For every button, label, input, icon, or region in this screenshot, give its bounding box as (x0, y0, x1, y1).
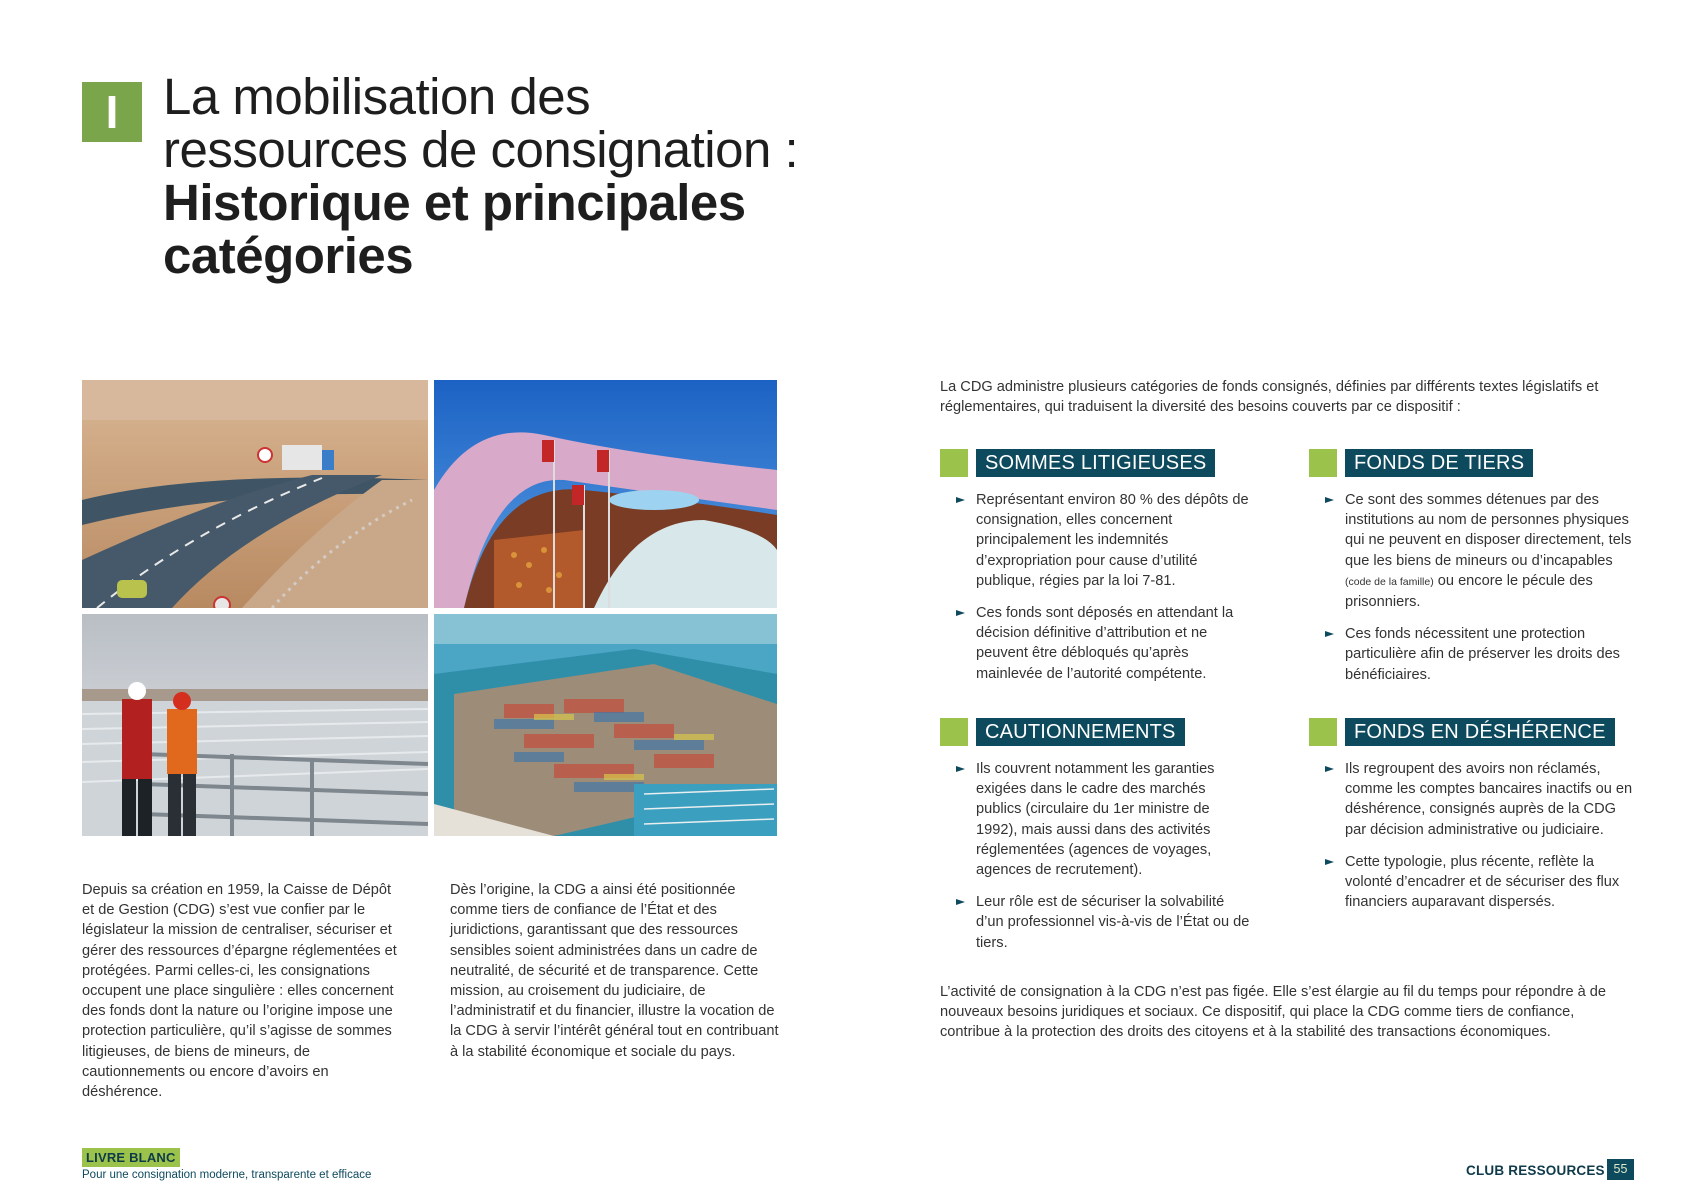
bullet-text-end: ou encore le pécule des prisonniers. (1345, 572, 1593, 611)
title-line-4: catégories (163, 227, 414, 284)
bullet-arrow-icon (956, 610, 965, 616)
title-line-3: Historique et principales (163, 174, 746, 231)
intro-paragraph-role: Dès l’origine, la CDG a ainsi été positionnée comme tiers de confiance de l’État et des juridictions, garantissant que des ressources sensibles soient administrées dans un cadre de neutralité, de sécurité et de transparence. Cette mission, au croisement du judiciaire, de l’administratif et du financier, illustre la vocation de la CDG à servir l’intérêt général tout en contribuant à la stabilité économique et sociale du pays. (450, 882, 779, 1060)
category-square-marker (1309, 718, 1337, 746)
bullet-arrow-icon (956, 766, 965, 772)
bullet-text: Ils regroupent des avoirs non réclamés, comme les comptes bancaires inactifs ou en déshérence, consignés auprès de la CDG par décision administrative ou judiciaire. (1345, 761, 1633, 838)
photo-highway-desert (82, 380, 428, 608)
category-list-cautionnements (955, 759, 1255, 965)
bullet-arrow-icon (956, 899, 965, 905)
intro-paragraph-history: Depuis sa création en 1959, la Caisse de Dépôt et de Gestion (CDG) s’est vue confier par le législateur la mission de centraliser, sécuriser et gérer des ressources d’épargne réglementées et protégées. Parmi celles-ci, les consignations occupent une place singulière : elles concernent des fonds dont la nature ou l’origine impose une protection particulière, qu’il s’agisse de sommes litigieuses, de biens de mineurs, de cautionnements ou encore d’avoirs en déshérence. (82, 882, 397, 1101)
photo-stadium-building (434, 380, 777, 608)
bullet-text: Ce sont des sommes détenues par des institutions au nom de personnes physiques qui ne peuvent en disposer directement, tels que les biens de mineurs ou d’incapables (1345, 492, 1632, 569)
category-heading-cautionnements (940, 718, 1185, 746)
category-list-fonds-de-tiers (1324, 490, 1634, 697)
bullet-arrow-icon (1325, 497, 1334, 503)
bullet-arrow-icon (1325, 766, 1334, 772)
list-item (1324, 852, 1634, 913)
category-title: CAUTIONNEMENTS (976, 718, 1185, 746)
bullet-text: Ils couvrent notamment les garanties exigées dans le cadre des marchés publics (circulaire du 1er ministre de 1992), mais aussi dans des activités réglementées (agences de voyages, agences de recrutement). (976, 761, 1215, 879)
photo-port-aerial (434, 614, 777, 836)
bullet-text: Cette typologie, plus récente, reflète la volonté d’encadrer et de sécuriser des flux financiers auparavant dispersés. (1345, 853, 1620, 911)
footer-brand-label: LIVRE BLANC (82, 1148, 180, 1167)
list-item (1324, 624, 1634, 685)
category-square-marker (940, 718, 968, 746)
category-heading-fonds-en-desherence (1309, 718, 1615, 746)
title-line-2: ressources de consignation : (163, 121, 799, 178)
list-item (1324, 759, 1634, 840)
category-title: FONDS EN DÉSHÉRENCE (1345, 718, 1615, 746)
bullet-text: Leur rôle est de sécuriser la solvabilité d’un professionnel vis-à-vis de l’État ou de tiers. (976, 894, 1250, 951)
footer-tagline: Pour une consignation moderne, transparente et efficace (82, 1169, 372, 1181)
category-title: FONDS DE TIERS (1345, 449, 1533, 477)
list-item (955, 490, 1255, 591)
page-title (163, 70, 923, 282)
footer-club-label: CLUB RESSOURCES (1466, 1163, 1605, 1178)
category-list-sommes-litigieuses (955, 490, 1255, 696)
photo-solar-plant-workers (82, 614, 428, 836)
category-heading-sommes-litigieuses (940, 449, 1215, 477)
categories-intro: La CDG administre plusieurs catégories de fonds consignés, définies par différents textes législatifs et réglementaires, qui traduisent la diversité des besoins couverts par ce dispositif : (940, 379, 1599, 416)
legal-reference-note: (code de la famille) (1345, 575, 1434, 588)
bullet-text: Ces fonds sont déposés en attendant la décision définitive d’attribution et ne peuvent être débloqués qu’après mainlevée de l’autorité compétente. (976, 605, 1234, 682)
title-line-1: La mobilisation des (163, 68, 591, 125)
bullet-text: Représentant environ 80 % des dépôts de consignation, elles concernent principalement les indemnités d’expropriation pour cause d’utilité publique, régies par la loi 7-81. (976, 492, 1249, 589)
category-square-marker (940, 449, 968, 477)
list-item (1324, 490, 1634, 612)
category-title: SOMMES LITIGIEUSES (976, 449, 1215, 477)
closing-paragraph: L’activité de consignation à la CDG n’est pas figée. Elle s’est élargie au fil du temps pour répondre à de nouveaux besoins juridiques et sociaux. Ce dispositif, qui place la CDG comme tiers de confiance, contribue à la protection des droits des citoyens et à la stabilité des transactions économiques. (940, 984, 1607, 1041)
category-heading-fonds-de-tiers (1309, 449, 1533, 477)
section-number-badge: I (82, 82, 142, 142)
list-item (955, 892, 1255, 953)
category-list-fonds-en-desherence (1324, 759, 1634, 924)
bullet-text: Ces fonds nécessitent une protection particulière afin de préserver les droits des bénéficiaires. (1345, 626, 1620, 683)
bullet-arrow-icon (956, 497, 965, 503)
bullet-arrow-icon (1325, 859, 1334, 865)
bullet-arrow-icon (1325, 631, 1334, 637)
list-item (955, 603, 1255, 684)
category-square-marker (1309, 449, 1337, 477)
page-number: 55 (1607, 1159, 1634, 1180)
list-item (955, 759, 1255, 880)
